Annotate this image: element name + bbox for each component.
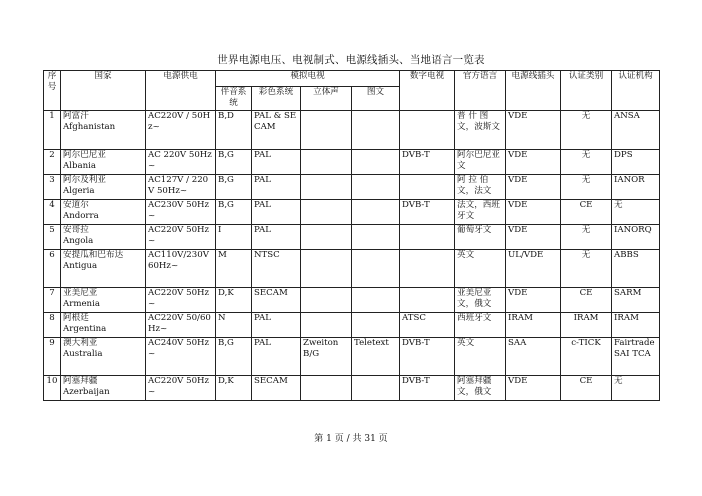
cell-power: AC220V 50/60Hz~ bbox=[146, 312, 216, 337]
cell-color-system: PAL bbox=[252, 199, 301, 224]
cell-color-system: PAL bbox=[252, 174, 301, 199]
cell-cert-type: 无 bbox=[561, 110, 612, 149]
table-row bbox=[44, 375, 660, 400]
cell-color-system: PAL bbox=[252, 149, 301, 174]
cell-digital-tv: ATSC bbox=[400, 312, 455, 337]
country-name-cn: 阿尔巴尼亚 bbox=[63, 149, 106, 160]
cell-stereo bbox=[301, 375, 352, 400]
cell-teletext bbox=[352, 199, 400, 224]
cell-color-system: PAL & SECAM bbox=[252, 110, 301, 149]
country-name-cn: 阿根廷 bbox=[63, 312, 89, 323]
table-row bbox=[44, 337, 660, 375]
cell-power: AC220V 50Hz~ bbox=[146, 224, 216, 249]
cell-stereo bbox=[301, 224, 352, 249]
cell-audio-system: B,D bbox=[216, 110, 252, 149]
cell-country bbox=[61, 110, 146, 149]
cell-stereo: Zweiton B/G bbox=[301, 337, 352, 375]
cell-power: AC220V / 50Hz~ bbox=[146, 110, 216, 149]
cell-color-system: PAL bbox=[252, 337, 301, 375]
country-name-cn: 安提瓜和巴布达 bbox=[63, 249, 124, 260]
cell-teletext bbox=[352, 174, 400, 199]
cell-audio-system: I bbox=[216, 224, 252, 249]
cell-seq: 5 bbox=[44, 224, 61, 249]
cell-country bbox=[61, 174, 146, 199]
cell-seq: 6 bbox=[44, 249, 61, 287]
cell-official-language: 英文 bbox=[455, 249, 506, 287]
country-name-en: Armenia bbox=[63, 299, 100, 310]
cell-cert-org: 无 bbox=[612, 375, 660, 400]
cell-power: AC220V 50Hz~ bbox=[146, 287, 216, 312]
cell-stereo bbox=[301, 287, 352, 312]
cell-power: AC110V/230V 60Hz~ bbox=[146, 249, 216, 287]
country-name-cn: 安道尔 bbox=[63, 199, 89, 210]
cell-plug: VDE bbox=[506, 224, 561, 249]
cell-country bbox=[61, 337, 146, 375]
country-name-en: Algeria bbox=[63, 186, 95, 197]
table-body bbox=[44, 110, 660, 400]
cell-audio-system: D,K bbox=[216, 287, 252, 312]
header-digital-tv: 数字电视 bbox=[400, 71, 455, 111]
cell-cert-type: CE bbox=[561, 287, 612, 312]
cell-country bbox=[61, 199, 146, 224]
cell-color-system: SECAM bbox=[252, 375, 301, 400]
cell-plug: VDE bbox=[506, 199, 561, 224]
cell-cert-type: CE bbox=[561, 199, 612, 224]
country-table bbox=[43, 70, 660, 401]
cell-country bbox=[61, 224, 146, 249]
cell-color-system: SECAM bbox=[252, 287, 301, 312]
cell-stereo bbox=[301, 199, 352, 224]
country-name-cn: 亚美尼亚 bbox=[63, 287, 98, 298]
table-row bbox=[44, 110, 660, 149]
cell-plug: IRAM bbox=[506, 312, 561, 337]
cell-digital-tv bbox=[400, 174, 455, 199]
header-cert-type: 认证类别 bbox=[561, 71, 612, 111]
cell-cert-org: ABBS bbox=[612, 249, 660, 287]
country-name-en: Argentina bbox=[63, 324, 107, 335]
cell-teletext bbox=[352, 149, 400, 174]
cell-cert-org: IRAM bbox=[612, 312, 660, 337]
cell-digital-tv bbox=[400, 110, 455, 149]
header-analog-tv: 模拟电视 bbox=[216, 71, 400, 87]
table-row bbox=[44, 312, 660, 337]
cell-plug: VDE bbox=[506, 110, 561, 149]
country-name-cn: 阿富汗 bbox=[63, 110, 89, 121]
cell-teletext bbox=[352, 287, 400, 312]
cell-cert-org: 无 bbox=[612, 199, 660, 224]
cell-audio-system: B,G bbox=[216, 174, 252, 199]
cell-audio-system: B,G bbox=[216, 337, 252, 375]
cell-seq: 3 bbox=[44, 174, 61, 199]
header-power: 电源供电 bbox=[146, 71, 216, 111]
cell-power: AC 220V 50Hz~ bbox=[146, 149, 216, 174]
table-row bbox=[44, 174, 660, 199]
table-header bbox=[44, 71, 660, 111]
page-footer: 第 1 页 / 共 31 页 bbox=[314, 434, 388, 444]
cell-country bbox=[61, 375, 146, 400]
cell-teletext bbox=[352, 375, 400, 400]
cell-country bbox=[61, 312, 146, 337]
cell-plug: UL/VDE bbox=[506, 249, 561, 287]
cell-teletext bbox=[352, 249, 400, 287]
cell-cert-org: IANORQ bbox=[612, 224, 660, 249]
cell-official-language: 西班牙文 bbox=[455, 312, 506, 337]
cell-audio-system: B,G bbox=[216, 149, 252, 174]
cell-official-language: 阿尔巴尼亚文 bbox=[455, 149, 506, 174]
cell-digital-tv: DVB-T bbox=[400, 199, 455, 224]
cell-cert-type: c-TICK bbox=[561, 337, 612, 375]
cell-seq: 4 bbox=[44, 199, 61, 224]
cell-teletext bbox=[352, 110, 400, 149]
cell-digital-tv: DVB-T bbox=[400, 375, 455, 400]
country-name-en: Andorra bbox=[63, 211, 99, 222]
country-name-en: Antigua bbox=[63, 261, 98, 272]
cell-stereo bbox=[301, 174, 352, 199]
cell-stereo bbox=[301, 249, 352, 287]
cell-digital-tv: DVB-T bbox=[400, 149, 455, 174]
cell-teletext: Teletext bbox=[352, 337, 400, 375]
country-name-en: Australia bbox=[63, 349, 103, 360]
header-stereo: 立体声 bbox=[301, 87, 352, 111]
cell-official-language: 葡萄牙文 bbox=[455, 224, 506, 249]
header-country: 国家 bbox=[61, 71, 146, 111]
cell-digital-tv: DVB-T bbox=[400, 337, 455, 375]
header-cert-org: 认证机构 bbox=[612, 71, 660, 111]
cell-cert-type: 无 bbox=[561, 224, 612, 249]
country-name-cn: 阿塞拜疆 bbox=[63, 375, 98, 386]
cell-plug: VDE bbox=[506, 375, 561, 400]
cell-digital-tv bbox=[400, 224, 455, 249]
country-name-cn: 安哥拉 bbox=[63, 224, 89, 235]
cell-power: AC220V 50Hz~ bbox=[146, 375, 216, 400]
cell-cert-org: Fairtrade SAI TCA bbox=[612, 337, 660, 375]
cell-official-language: 法文，西班牙文 bbox=[455, 199, 506, 224]
header-audio-system: 伴音系统 bbox=[216, 87, 252, 111]
cell-official-language: 阿 拉 伯文，法文 bbox=[455, 174, 506, 199]
cell-audio-system: M bbox=[216, 249, 252, 287]
cell-plug: VDE bbox=[506, 287, 561, 312]
cell-seq: 8 bbox=[44, 312, 61, 337]
cell-cert-type: 无 bbox=[561, 249, 612, 287]
cell-cert-org: ANSA bbox=[612, 110, 660, 149]
cell-teletext bbox=[352, 312, 400, 337]
header-color-system: 彩色系统 bbox=[252, 87, 301, 111]
cell-official-language: 阿塞拜疆文，俄文 bbox=[455, 375, 506, 400]
cell-country bbox=[61, 249, 146, 287]
cell-color-system: PAL bbox=[252, 312, 301, 337]
cell-audio-system: N bbox=[216, 312, 252, 337]
cell-stereo bbox=[301, 110, 352, 149]
cell-seq: 2 bbox=[44, 149, 61, 174]
country-name-cn: 阿尔及利亚 bbox=[63, 174, 106, 185]
header-seq: 序号 bbox=[44, 71, 61, 111]
cell-cert-org: IANOR bbox=[612, 174, 660, 199]
table-row bbox=[44, 287, 660, 312]
cell-audio-system: B,G bbox=[216, 199, 252, 224]
table-row bbox=[44, 199, 660, 224]
cell-color-system: PAL bbox=[252, 224, 301, 249]
country-name-en: Azerbaijan bbox=[63, 387, 110, 398]
cell-plug: VDE bbox=[506, 174, 561, 199]
cell-seq: 7 bbox=[44, 287, 61, 312]
table-row bbox=[44, 149, 660, 174]
document-title: 世界电源电压、电视制式、电源线插头、当地语言一览表 bbox=[217, 54, 485, 66]
header-plug: 电源线插头 bbox=[506, 71, 561, 111]
cell-seq: 9 bbox=[44, 337, 61, 375]
cell-country bbox=[61, 149, 146, 174]
table-row bbox=[44, 224, 660, 249]
cell-cert-org: DPS bbox=[612, 149, 660, 174]
cell-cert-type: CE bbox=[561, 375, 612, 400]
cell-stereo bbox=[301, 149, 352, 174]
cell-plug: VDE bbox=[506, 149, 561, 174]
cell-cert-type: 无 bbox=[561, 149, 612, 174]
cell-power: AC127V / 220V 50Hz~ bbox=[146, 174, 216, 199]
cell-cert-org: SARM bbox=[612, 287, 660, 312]
cell-color-system: NTSC bbox=[252, 249, 301, 287]
cell-audio-system: D,K bbox=[216, 375, 252, 400]
cell-plug: SAA bbox=[506, 337, 561, 375]
cell-stereo bbox=[301, 312, 352, 337]
country-name-en: Afghanistan bbox=[63, 122, 116, 133]
header-official-language: 官方语言 bbox=[455, 71, 506, 111]
cell-official-language: 亚美尼亚文，俄文 bbox=[455, 287, 506, 312]
cell-official-language: 英文 bbox=[455, 337, 506, 375]
country-name-cn: 澳大利亚 bbox=[63, 337, 98, 348]
cell-country bbox=[61, 287, 146, 312]
country-name-en: Angola bbox=[63, 236, 94, 247]
cell-cert-type: IRAM bbox=[561, 312, 612, 337]
table-row bbox=[44, 249, 660, 287]
cell-seq: 10 bbox=[44, 375, 61, 400]
header-teletext: 图文 bbox=[352, 87, 400, 111]
cell-official-language: 普 什 图 文，波斯文 bbox=[455, 110, 506, 149]
cell-digital-tv bbox=[400, 249, 455, 287]
cell-digital-tv bbox=[400, 287, 455, 312]
cell-power: AC230V 50Hz~ bbox=[146, 199, 216, 224]
cell-cert-type: 无 bbox=[561, 174, 612, 199]
cell-seq: 1 bbox=[44, 110, 61, 149]
cell-power: AC240V 50Hz~ bbox=[146, 337, 216, 375]
country-name-en: Albania bbox=[63, 161, 96, 172]
cell-teletext bbox=[352, 224, 400, 249]
